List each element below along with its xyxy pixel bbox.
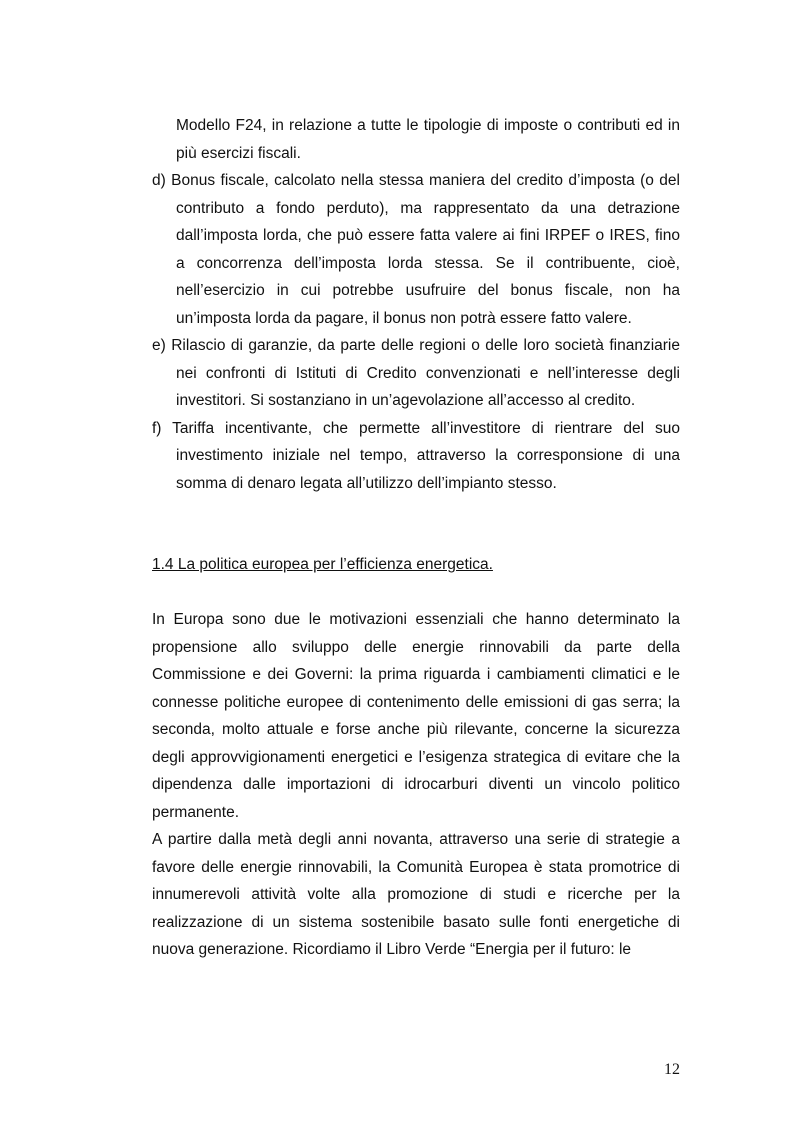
- section-heading: 1.4 La politica europea per l’efficienza energetica.: [152, 556, 493, 573]
- list-item-e: e) Rilascio di garanzie, da parte delle regioni o delle loro società finanziarie nei confronti di Istituti di Credito convenzionati e nell’interesse degli investitori. Si sostanziano in un’agevolazione all’accesso al credito.: [152, 337, 680, 409]
- page-number: 12: [664, 1061, 680, 1078]
- section-body: [152, 606, 680, 964]
- list-continuation: Modello F24, in relazione a tutte le tipologie di imposte o contributi ed in più esercizi fiscali.: [176, 117, 680, 162]
- body-paragraph-2: A partire dalla metà degli anni novanta, attraverso una serie di strategie a favore delle energie rinnovabili, la Comunità Europea è stata promotrice di innumerevoli attività volte alla promozione di studi e ricerche per la realizzazione di un sistema sostenibile basato sulle fonti energetiche di nuova generazione. Ricordiamo il Libro Verde “Energia per il futuro: le: [152, 831, 680, 958]
- section-heading-block: [152, 551, 680, 579]
- incentive-list: [152, 112, 680, 497]
- list-item-d: d) Bonus fiscale, calcolato nella stessa maniera del credito d’imposta (o del contributo a fondo perduto), ma rappresentato da una detrazione dall’imposta lorda, che può essere fatta valere ai fini IRPEF o IRES, fino a concorrenza dell’imposta lorda stessa. Se il contribuente, cioè, nell’esercizio in cui potrebbe usufruire del bonus fiscale, non ha un’imposta lorda da pagare, il bonus non potrà essere fatto valere.: [152, 172, 680, 327]
- list-item-f: f) Tariffa incentivante, che permette all’investitore di rientrare del suo investimento iniziale nel tempo, attraverso la corresponsione di una somma di denaro legata all’utilizzo dell’impianto stesso.: [152, 419, 680, 492]
- body-paragraph-1: In Europa sono due le motivazioni essenziali che hanno determinato la propensione allo sviluppo delle energie rinnovabili da parte della Commissione e dei Governi: la prima riguarda i cambiamenti climatici e le connesse politiche europee di contenimento delle emissioni di gas serra; la seconda, molto attuale e forse anche più rilevante, concerne la sicurezza degli approvvigionamenti energetici e l’esigenza strategica di evitare che la dipendenza dalle importazioni di idrocarburi diventi un vincolo politico permanente.: [152, 611, 680, 821]
